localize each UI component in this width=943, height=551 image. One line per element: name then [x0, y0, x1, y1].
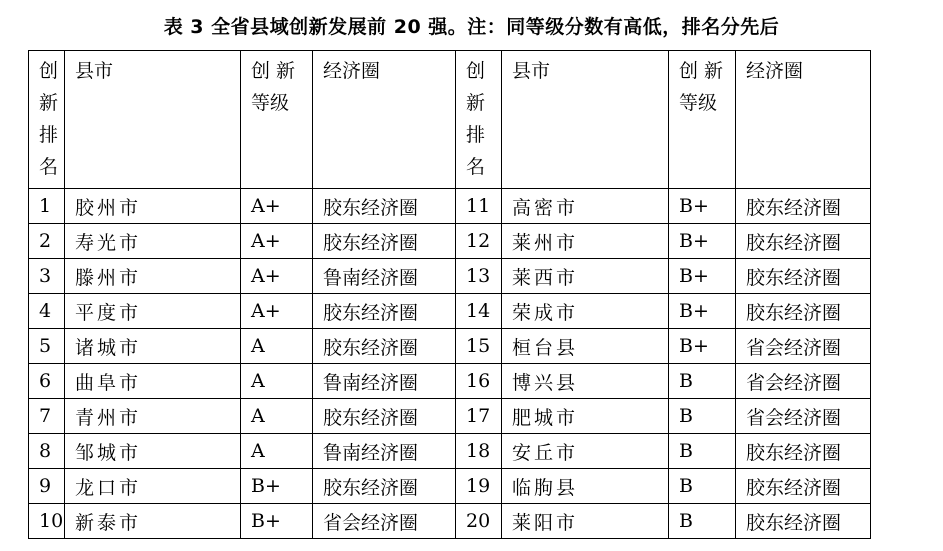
circle-cell: 省会经济圈: [736, 329, 871, 364]
grade-cell: B: [669, 434, 736, 469]
rank-cell: 11: [456, 189, 502, 224]
grade-cell: B+: [241, 469, 313, 504]
circle-cell: 鲁南经济圈: [313, 434, 456, 469]
rank-cell: 16: [456, 364, 502, 399]
county-cell: 荣成市: [502, 294, 669, 329]
grade-cell: A: [241, 399, 313, 434]
grade-cell: B+: [669, 259, 736, 294]
circle-cell: 胶东经济圈: [736, 224, 871, 259]
header-county-left: 县市: [65, 51, 241, 189]
grade-cell: B+: [669, 294, 736, 329]
circle-cell: 鲁南经济圈: [313, 364, 456, 399]
circle-cell: 胶东经济圈: [736, 434, 871, 469]
circle-cell: 省会经济圈: [313, 504, 456, 539]
header-circle-right: 经济圈: [736, 51, 871, 189]
county-cell: 新泰市: [65, 504, 241, 539]
circle-cell: 胶东经济圈: [736, 504, 871, 539]
county-cell: 安丘市: [502, 434, 669, 469]
circle-cell: 胶东经济圈: [313, 329, 456, 364]
grade-cell: B: [669, 399, 736, 434]
header-grade-left: 创 新 等级: [241, 51, 313, 189]
circle-cell: 胶东经济圈: [313, 189, 456, 224]
header-circle-left: 经济圈: [313, 51, 456, 189]
rank-cell: 13: [456, 259, 502, 294]
grade-cell: A+: [241, 294, 313, 329]
county-cell: 诸城市: [65, 329, 241, 364]
grade-cell: B: [669, 504, 736, 539]
county-cell: 桓台县: [502, 329, 669, 364]
rank-cell: 19: [456, 469, 502, 504]
rank-cell: 2: [29, 224, 65, 259]
county-cell: 曲阜市: [65, 364, 241, 399]
rank-cell: 6: [29, 364, 65, 399]
grade-cell: B+: [669, 329, 736, 364]
table-row: [29, 259, 871, 294]
table-row: [29, 504, 871, 539]
circle-cell: 胶东经济圈: [736, 259, 871, 294]
county-cell: 莱西市: [502, 259, 669, 294]
rank-cell: 4: [29, 294, 65, 329]
county-cell: 莱州市: [502, 224, 669, 259]
circle-cell: 胶东经济圈: [736, 294, 871, 329]
table-row: [29, 329, 871, 364]
grade-cell: B+: [669, 224, 736, 259]
rank-cell: 20: [456, 504, 502, 539]
ranking-table: [28, 50, 871, 539]
table-row: [29, 224, 871, 259]
grade-cell: B: [669, 469, 736, 504]
grade-cell: A+: [241, 224, 313, 259]
county-cell: 寿光市: [65, 224, 241, 259]
grade-cell: A+: [241, 259, 313, 294]
header-county-right: 县市: [502, 51, 669, 189]
header-rank-left: 创新排名: [29, 51, 65, 189]
table-row: [29, 294, 871, 329]
county-cell: 青州市: [65, 399, 241, 434]
county-cell: 莱阳市: [502, 504, 669, 539]
rank-cell: 3: [29, 259, 65, 294]
circle-cell: 胶东经济圈: [313, 469, 456, 504]
rank-cell: 17: [456, 399, 502, 434]
county-cell: 邹城市: [65, 434, 241, 469]
rank-cell: 10: [29, 504, 65, 539]
rank-cell: 12: [456, 224, 502, 259]
table-row: [29, 434, 871, 469]
circle-cell: 胶东经济圈: [313, 294, 456, 329]
circle-cell: 省会经济圈: [736, 399, 871, 434]
table-row: [29, 364, 871, 399]
grade-cell: A: [241, 329, 313, 364]
circle-cell: 胶东经济圈: [313, 399, 456, 434]
table-row: [29, 189, 871, 224]
rank-cell: 5: [29, 329, 65, 364]
rank-cell: 15: [456, 329, 502, 364]
county-cell: 博兴县: [502, 364, 669, 399]
grade-cell: A: [241, 434, 313, 469]
table-row: [29, 399, 871, 434]
circle-cell: 胶东经济圈: [736, 469, 871, 504]
rank-cell: 8: [29, 434, 65, 469]
table-caption: 表 3 全省县域创新发展前 20 强。注：同等级分数有高低，排名分先后: [163, 16, 780, 38]
county-cell: 平度市: [65, 294, 241, 329]
circle-cell: 鲁南经济圈: [313, 259, 456, 294]
header-grade-right: 创 新 等级: [669, 51, 736, 189]
rank-cell: 9: [29, 469, 65, 504]
grade-cell: A: [241, 364, 313, 399]
county-cell: 临朐县: [502, 469, 669, 504]
circle-cell: 胶东经济圈: [736, 189, 871, 224]
table-row: [29, 469, 871, 504]
grade-cell: A+: [241, 189, 313, 224]
rank-cell: 14: [456, 294, 502, 329]
county-cell: 滕州市: [65, 259, 241, 294]
rank-cell: 1: [29, 189, 65, 224]
county-cell: 胶州市: [65, 189, 241, 224]
county-cell: 龙口市: [65, 469, 241, 504]
grade-cell: B: [669, 364, 736, 399]
grade-cell: B+: [241, 504, 313, 539]
county-cell: 肥城市: [502, 399, 669, 434]
rank-cell: 18: [456, 434, 502, 469]
grade-cell: B+: [669, 189, 736, 224]
county-cell: 高密市: [502, 189, 669, 224]
header-row: [29, 51, 871, 189]
circle-cell: 省会经济圈: [736, 364, 871, 399]
header-rank-right: 创新排名: [456, 51, 502, 189]
circle-cell: 胶东经济圈: [313, 224, 456, 259]
rank-cell: 7: [29, 399, 65, 434]
